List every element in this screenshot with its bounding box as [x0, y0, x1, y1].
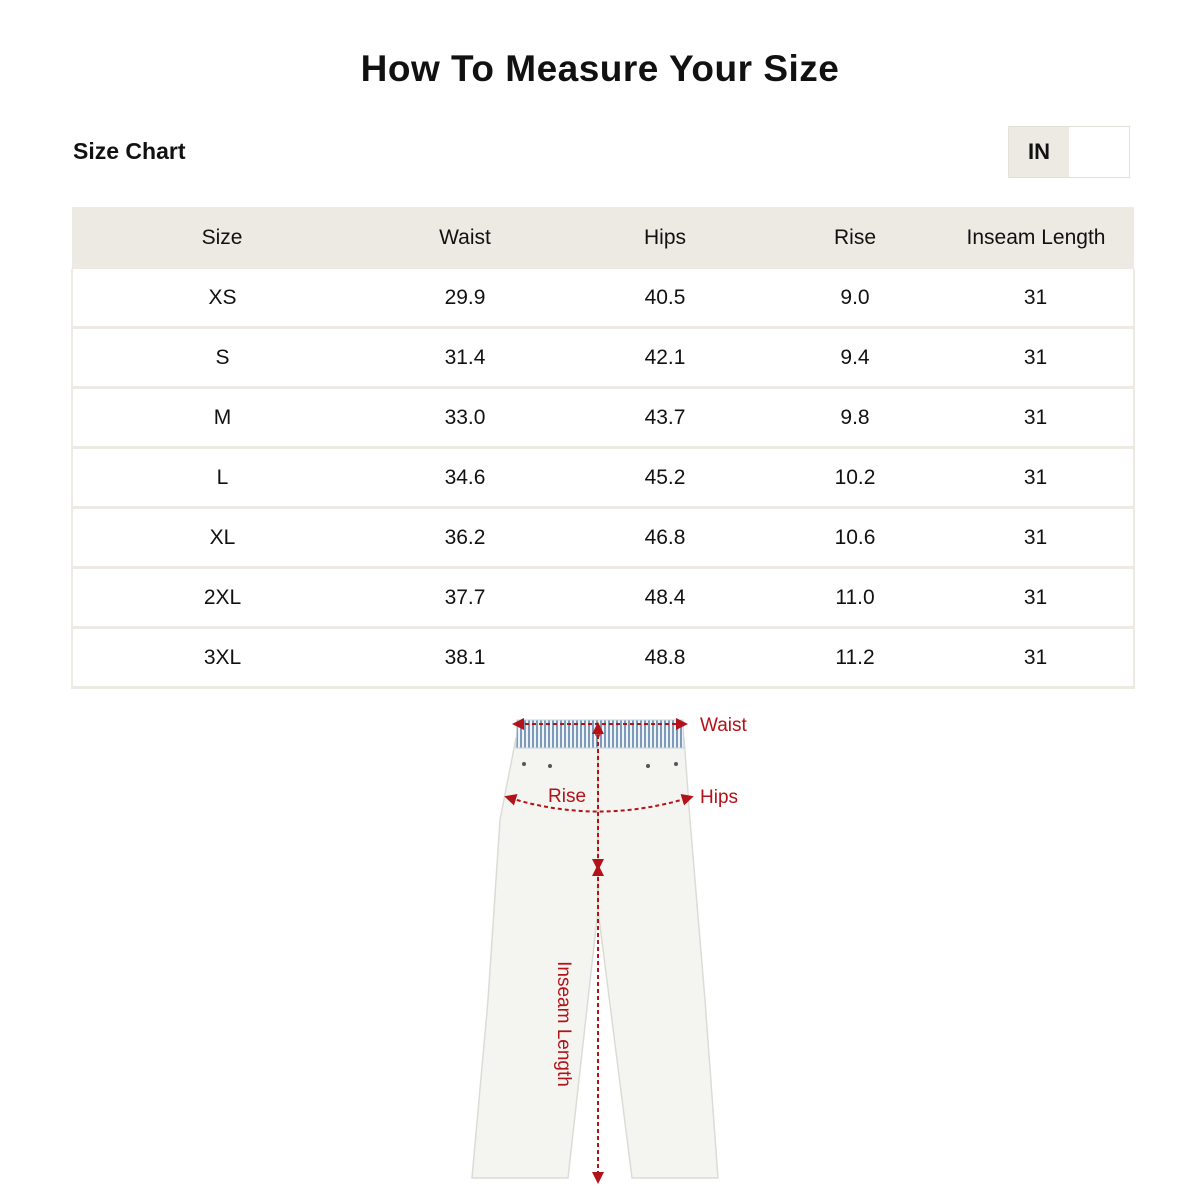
table-cell-hips: 48.8 [558, 628, 772, 688]
size-chart-title: Size Chart [73, 138, 186, 164]
header-rise: Rise [772, 207, 938, 269]
table-row [72, 628, 1134, 688]
unit-option-in[interactable]: IN [1009, 127, 1069, 177]
table-header-row [72, 207, 1134, 269]
pants-illustration [0, 700, 1200, 1200]
page-title: How To Measure Your Size [360, 48, 840, 89]
table-cell-inseam-length: 31 [938, 269, 1134, 328]
table-cell-rise: 11.0 [772, 568, 938, 628]
table-cell-size: M [72, 388, 372, 448]
table-row [72, 328, 1134, 388]
table-cell-rise: 11.2 [772, 628, 938, 688]
table-cell-waist: 34.6 [372, 448, 558, 508]
table-cell-inseam-length: 31 [938, 328, 1134, 388]
inseam-length-label: Inseam Length [553, 961, 574, 1087]
pants-body [472, 738, 718, 1178]
table-cell-size: 2XL [72, 568, 372, 628]
header-hips: Hips [558, 207, 772, 269]
table-cell-size: L [72, 448, 372, 508]
table-cell-waist: 36.2 [372, 508, 558, 568]
table-row [72, 568, 1134, 628]
table-cell-rise: 9.4 [772, 328, 938, 388]
table-cell-hips: 43.7 [558, 388, 772, 448]
table-cell-waist: 31.4 [372, 328, 558, 388]
waist-label: Waist [700, 715, 747, 736]
table-cell-inseam-length: 31 [938, 388, 1134, 448]
size-table [71, 207, 1135, 689]
hips-label: Hips [700, 787, 739, 808]
table-cell-inseam-length: 31 [938, 628, 1134, 688]
measurement-diagram [0, 700, 1200, 1200]
table-cell-inseam-length: 31 [938, 448, 1134, 508]
table-cell-size: XS [72, 269, 372, 328]
table-row [72, 448, 1134, 508]
table-cell-waist: 38.1 [372, 628, 558, 688]
table-cell-size: XL [72, 508, 372, 568]
table-cell-rise: 9.0 [772, 269, 938, 328]
header-size: Size [72, 207, 372, 269]
table-row [72, 388, 1134, 448]
table-cell-hips: 42.1 [558, 328, 772, 388]
table-cell-inseam-length: 31 [938, 508, 1134, 568]
table-cell-hips: 40.5 [558, 269, 772, 328]
rise-label: Rise [548, 786, 587, 807]
unit-option-alt[interactable] [1069, 127, 1129, 177]
table-cell-hips: 46.8 [558, 508, 772, 568]
table-cell-size: S [72, 328, 372, 388]
header-waist: Waist [372, 207, 558, 269]
table-cell-hips: 45.2 [558, 448, 772, 508]
table-cell-hips: 48.4 [558, 568, 772, 628]
table-row [72, 508, 1134, 568]
table-cell-rise: 10.2 [772, 448, 938, 508]
table-cell-rise: 10.6 [772, 508, 938, 568]
table-cell-waist: 37.7 [372, 568, 558, 628]
table-cell-waist: 33.0 [372, 388, 558, 448]
table-cell-size: 3XL [72, 628, 372, 688]
table-cell-inseam-length: 31 [938, 568, 1134, 628]
table-cell-waist: 29.9 [372, 269, 558, 328]
table-row [72, 269, 1134, 328]
table-cell-rise: 9.8 [772, 388, 938, 448]
unit-toggle[interactable] [1008, 126, 1130, 178]
header-inseam-length: Inseam Length [938, 207, 1134, 269]
